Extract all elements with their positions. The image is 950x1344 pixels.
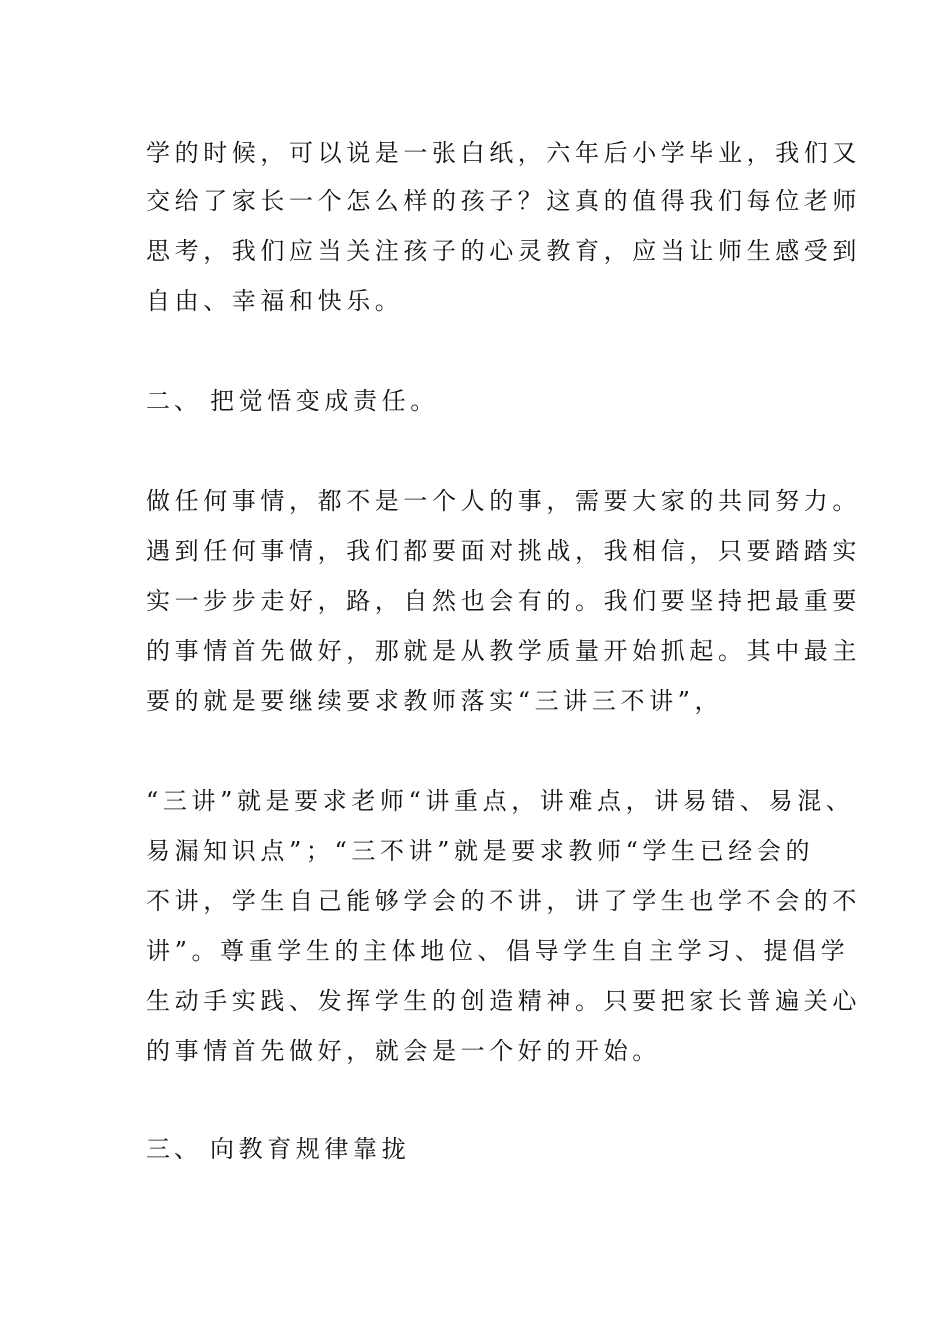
- paragraph-3-line-6: 的事情首先做好，就会是一个好的开始。: [146, 1037, 661, 1065]
- paragraph-3-line-5: 生动手实践、发挥学生的创造精神。只要把家长普遍关心: [146, 987, 861, 1015]
- section-number-3: 三、: [146, 1135, 202, 1163]
- section-number-2: 二、: [146, 387, 202, 415]
- paragraph-3-line-3: 不讲，学生自己能够学会的不讲，讲了学生也学不会的不: [146, 887, 861, 915]
- section-title-2: 把觉悟变成责任。: [210, 387, 439, 415]
- paragraph-3-line-2: 易漏知识点”；“三不讲”就是要求教师“学生已经会的: [146, 837, 815, 865]
- paragraph-2-line-5: 要的就是要继续要求教师落实“三讲三不讲”，: [146, 687, 724, 715]
- paragraph-3-line-1: “三讲”就是要求老师“讲重点，讲难点，讲易错、易混、: [146, 787, 855, 815]
- paragraph-3-line-4: 讲”。尊重学生的主体地位、倡导学生自主学习、提倡学: [146, 937, 850, 965]
- paragraph-1-line-1: 学的时候，可以说是一张白纸，六年后小学毕业，我们又: [146, 139, 861, 167]
- section-title-3: 向教育规律靠拢: [210, 1135, 411, 1163]
- section-heading-3: [146, 1134, 410, 1164]
- paragraph-2-line-2: 遇到任何事情，我们都要面对挑战，我相信，只要踏踏实: [146, 537, 861, 565]
- paragraph-2-line-4: 的事情首先做好，那就是从教学质量开始抓起。其中最主: [146, 637, 861, 665]
- paragraph-1-line-3: 思考，我们应当关注孩子的心灵教育，应当让师生感受到: [146, 237, 861, 265]
- section-heading-2: [146, 386, 439, 416]
- paragraph-1-line-4: 自由、幸福和快乐。: [146, 287, 404, 315]
- paragraph-2-line-1: 做任何事情，都不是一个人的事，需要大家的共同努力。: [146, 487, 861, 515]
- paragraph-2-line-3: 实一步步走好，路，自然也会有的。我们要坚持把最重要: [146, 587, 861, 615]
- paragraph-1-line-2: 交给了家长一个怎么样的孩子？这真的值得我们每位老师: [146, 187, 861, 215]
